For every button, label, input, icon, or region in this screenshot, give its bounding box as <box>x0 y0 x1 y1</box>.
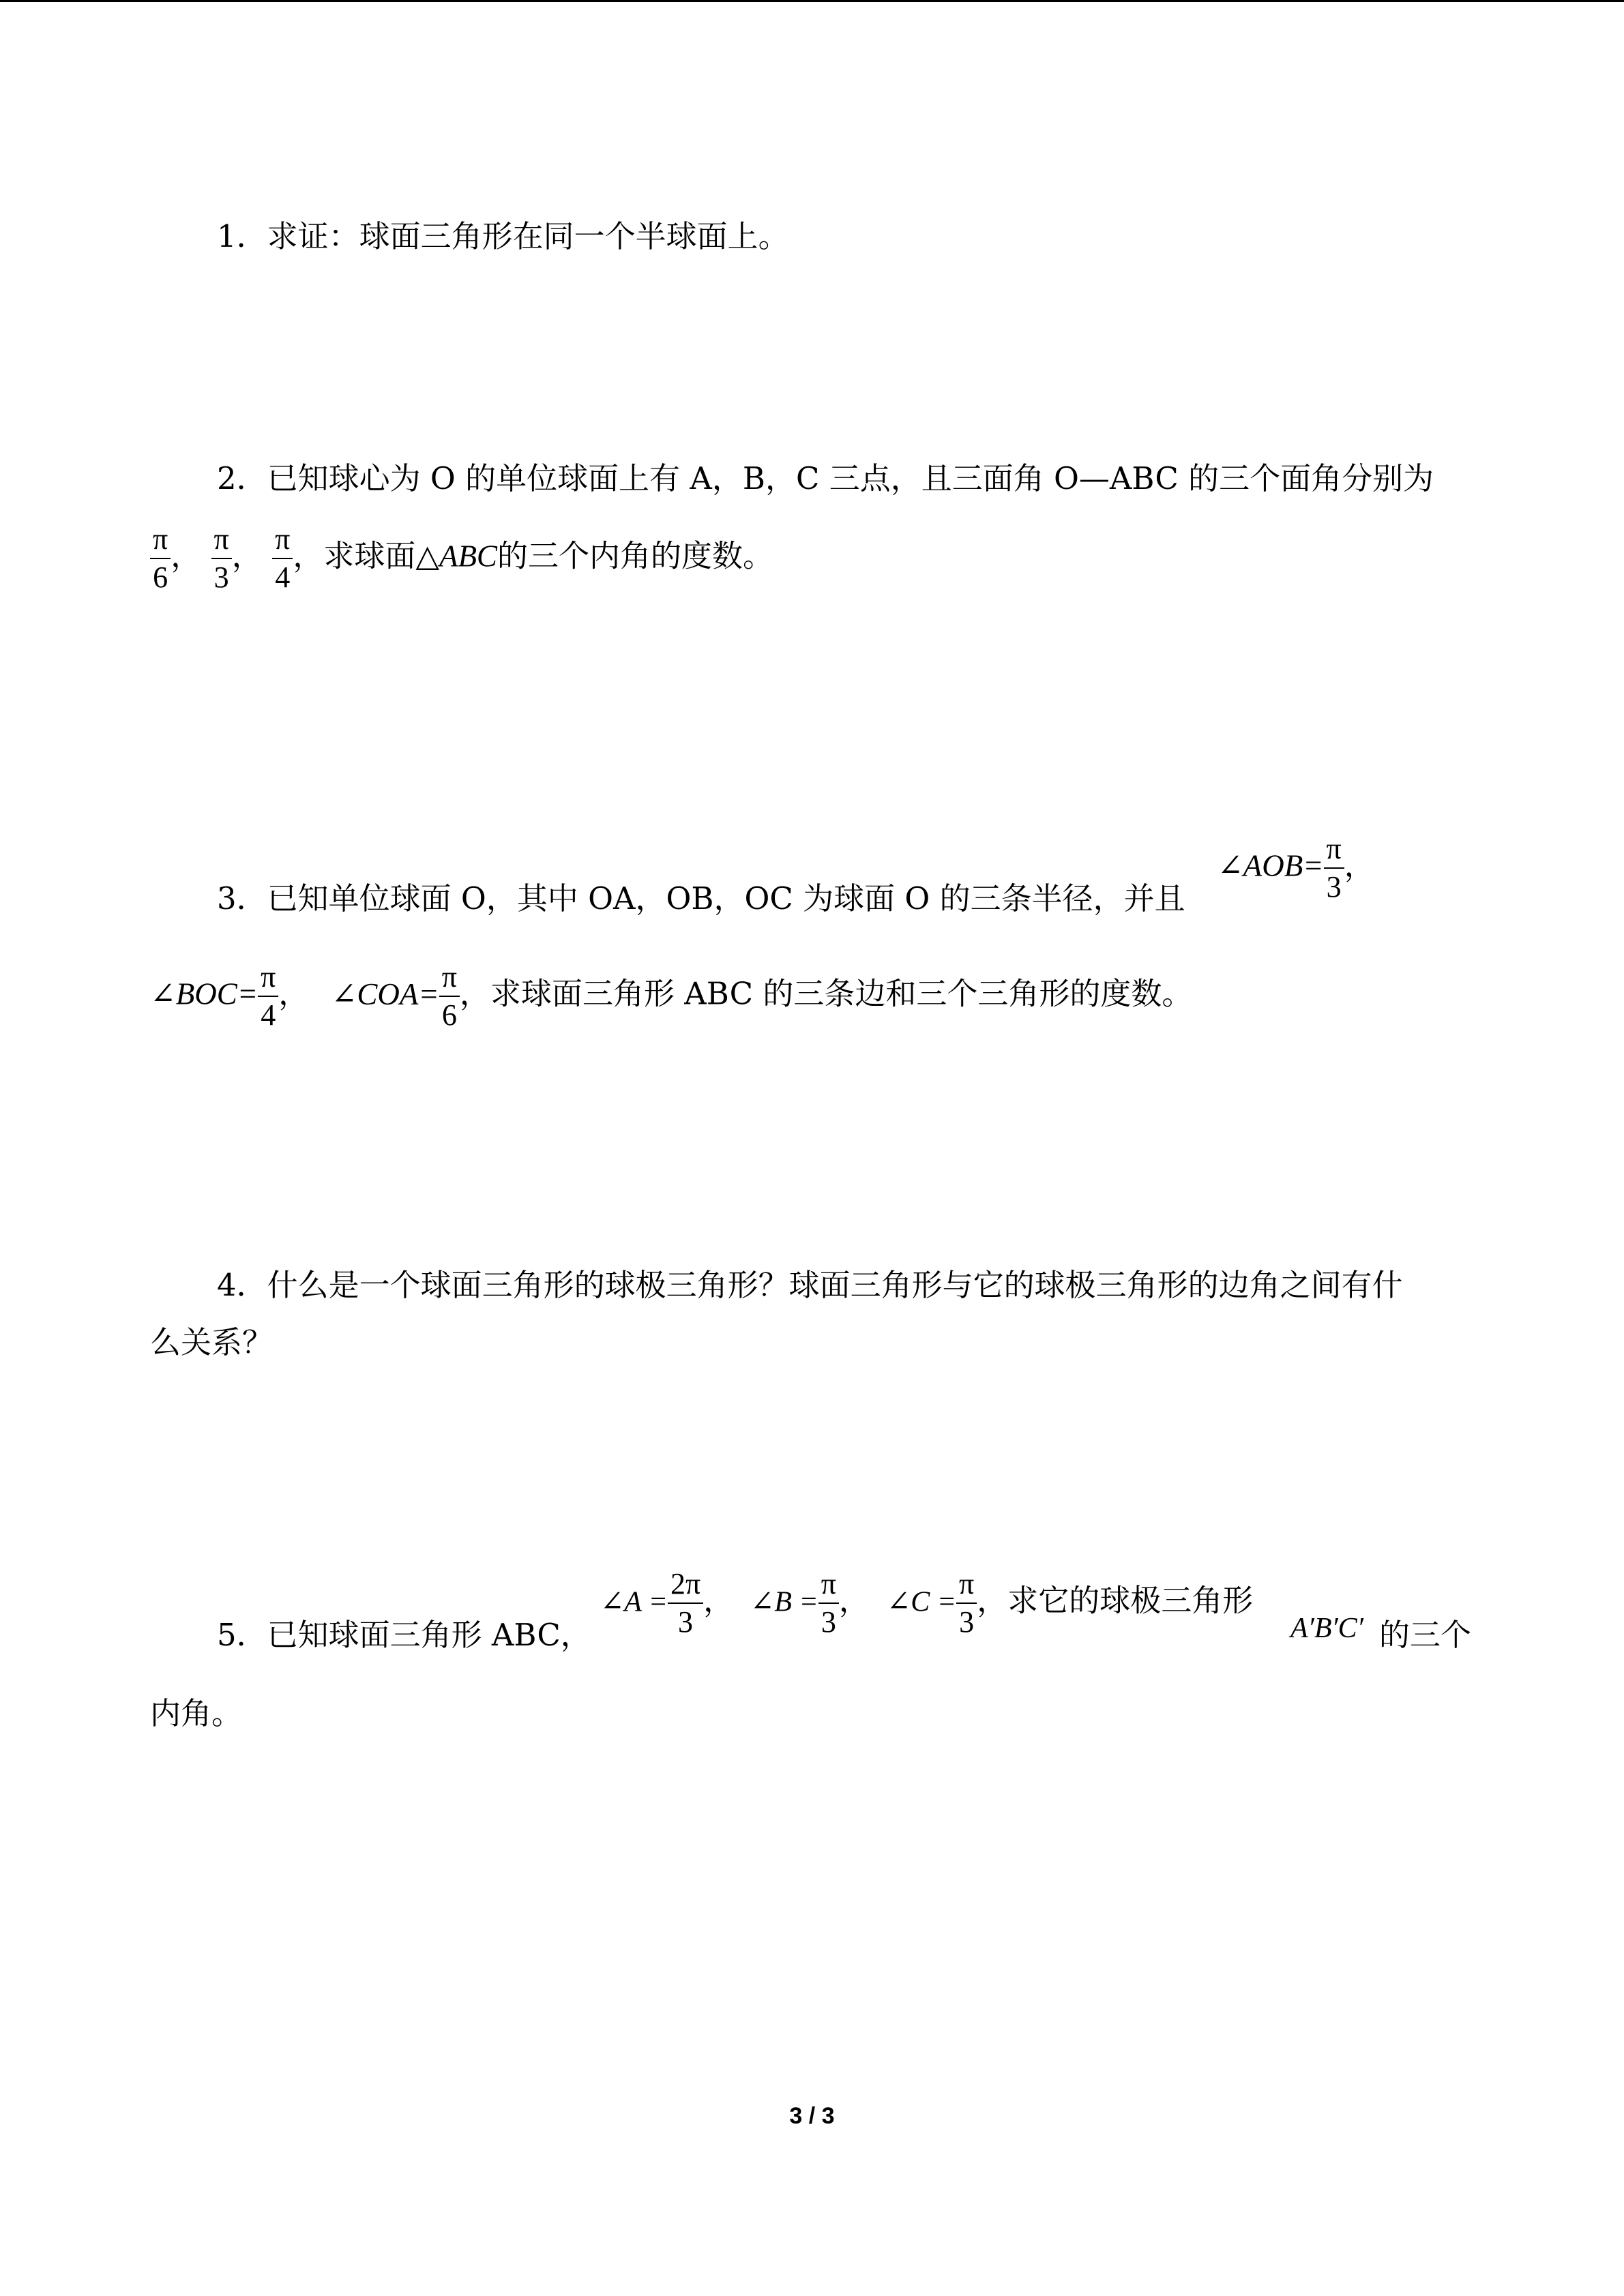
question-5-text-b: 求它的球极三角形 <box>1007 1582 1254 1619</box>
fraction-pi-over-6: $\frac{\pi}{6}$ <box>439 961 460 1031</box>
question-3-line-2 <box>150 961 1192 1031</box>
question-4-text-a: 4．什么是一个球面三角形的球极三角形？球面三角形与它的球极三角形的边角之间有什 <box>217 1267 1403 1303</box>
question-4-line-1 <box>217 1267 1403 1303</box>
question-2-text-b: 的三个内角的度数。 <box>497 537 773 574</box>
fraction-2pi-over-3: $\frac{2\pi}{3}$ <box>668 1568 703 1638</box>
question-1 <box>217 218 789 254</box>
question-1-text: 1．求证：球面三角形在同一个半球面上。 <box>217 218 789 254</box>
angle-b-expression <box>750 1568 870 1638</box>
angle-aob: ∠AOB= <box>1217 848 1324 883</box>
angle-boc: ∠BOC= <box>150 976 259 1011</box>
question-2-text: 2．已知球心为 O 的单位球面上有 A，B，C 三点，且三面角 O—ABC 的三个面角分别为 <box>217 460 1434 496</box>
comma: ， <box>231 537 263 574</box>
question-3-text-b: 求球面三角形 ABC 的三条边和三个三角形的度数。 <box>490 975 1193 1012</box>
question-5-line-1-end <box>1379 1617 1472 1653</box>
triangle-abc: △ABC <box>415 539 497 573</box>
top-border-line <box>0 0 1624 2</box>
question-3-line-1 <box>217 880 1185 916</box>
angle-aob-expression <box>1217 833 1375 903</box>
question-4-line-2 <box>150 1324 274 1360</box>
fraction-pi-over-6: $\frac{\pi}{6}$ <box>150 524 171 593</box>
comma: ， <box>977 1582 1008 1619</box>
angle-c-expression <box>887 1568 1253 1638</box>
fraction-pi-over-4: $\frac{\pi}{4}$ <box>272 524 293 593</box>
polar-triangle-abc: A′B′C′ <box>1290 1613 1363 1644</box>
comma: ， <box>1344 847 1375 884</box>
fraction-pi-over-3: $\frac{\pi}{3}$ <box>956 1568 977 1638</box>
comma: ， <box>838 1582 870 1619</box>
question-5-text-c: 的三个 <box>1379 1617 1472 1653</box>
angle-coa: ∠COA= <box>331 976 439 1011</box>
polar-triangle-label <box>1290 1611 1363 1643</box>
page-number: 3 / 3 <box>789 2103 835 2129</box>
fraction-pi-over-4: $\frac{\pi}{4}$ <box>258 961 278 1031</box>
angle-c: ∠C = <box>887 1586 957 1618</box>
question-2-line-1 <box>217 460 1434 496</box>
question-3-text-a: 3．已知单位球面 O，其中 OA，OB，OC 为球面 O 的三条半径，并且 <box>217 880 1185 916</box>
comma: ， <box>278 975 310 1012</box>
question-5-line-2 <box>150 1695 243 1731</box>
angle-a: ∠A = <box>600 1586 668 1618</box>
comma: ， <box>703 1582 735 1619</box>
comma: ， <box>171 537 202 574</box>
comma: ， <box>293 537 324 574</box>
question-5-text-d: 内角。 <box>150 1695 243 1731</box>
question-4-text-b: 么关系？ <box>150 1324 274 1360</box>
fraction-pi-over-3: $\frac{\pi}{3}$ <box>211 524 232 593</box>
question-2-text-a: 求球面 <box>323 537 416 574</box>
question-5-line-1 <box>217 1617 591 1653</box>
angle-a-expression <box>600 1568 734 1638</box>
question-5-text-a: 5．已知球面三角形 ABC， <box>217 1617 591 1653</box>
question-2-line-2 <box>150 524 773 593</box>
fraction-pi-over-3: $\frac{\pi}{3}$ <box>1324 833 1344 903</box>
fraction-pi-over-3: $\frac{\pi}{3}$ <box>818 1568 839 1638</box>
angle-b: ∠B = <box>750 1586 818 1618</box>
comma: ， <box>459 975 490 1012</box>
